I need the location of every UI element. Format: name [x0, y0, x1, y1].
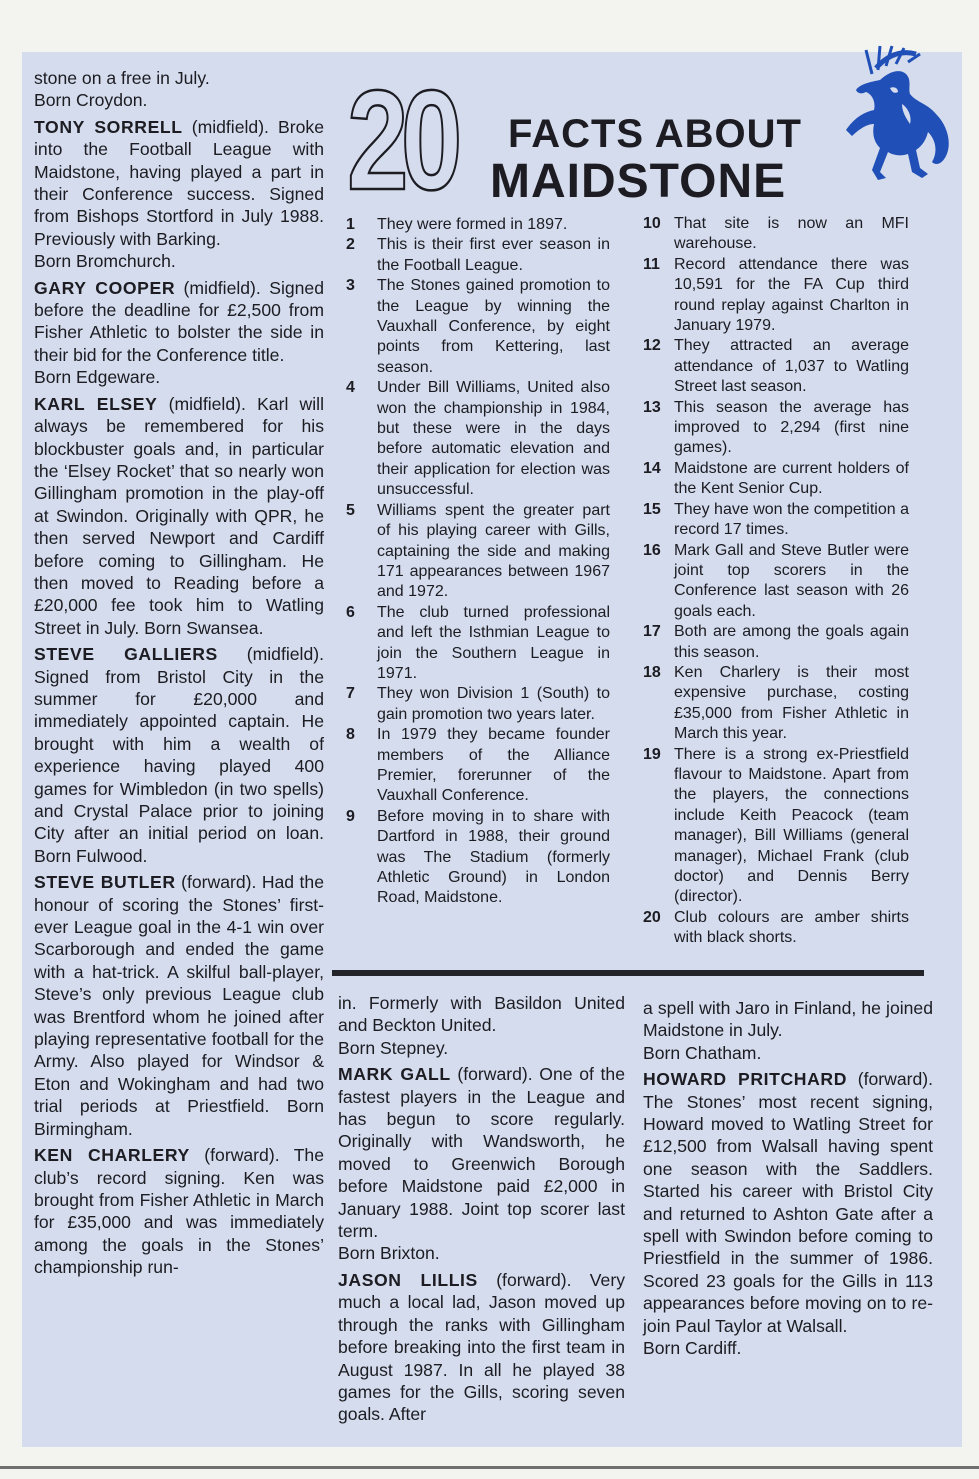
facts-list-1	[346, 215, 610, 909]
player-name: GARY COOPER	[34, 277, 176, 298]
bottom-middle-column: in. Formerly with Basildon United and Beckton United. Born Stepney. MARK GALL (forward). One of the fastest players in the League and has begun to score regularly. Originally with Wandsworth, he moved to Greenwich Borough before Maidstone paid £2,000 in January 1988. Joint top scorer last term. Born Brixton. JASON LILLIS (forward). Very much a local lad, Jason moved up through the ranks with Gillingham before breaking into the first team in August 1987. In all he played 38 games for the Gills, scoring seven goals. After	[338, 993, 625, 1425]
player-entry: KEN CHARLERY (forward). The club’s record signing. Ken was brought from Fisher Athletic in March for £35,000 and was immediately among the goals in the Stones’ championship run-	[34, 1145, 325, 1278]
player-entry: GARY COOPER (midfield). Signed before the deadline for £2,500 from Fisher Athletic to bolster the side in their bid for the Conference title. Born Edgeware.	[34, 277, 324, 388]
player-entry: HOWARD PRITCHARD (forward). The Stones’ most recent signing, Howard moved to Watling Street for £12,500 from Walsall having spent one season with the Saddlers. Started his career with Bristol City and returned to Ashton Gate after a spell with Swindon before coming to Priestfield in the summer of 1986. Scored 23 goals for the Gills in 113 appearances before moving on to re-join Paul Taylor at Walsall. Born Cardiff.	[643, 1069, 933, 1359]
article-title	[342, 61, 872, 220]
title-line-1: FACTS ABOUT	[508, 112, 802, 156]
title-number: 20	[347, 61, 455, 220]
fact-item: 3 The Stones gained promotion to the League by winning the Vauxhall Conference, by eight points from Kettering, last season.	[346, 277, 610, 376]
fact-item: 16 Mark Gall and Steve Butler were joint top scorers in the Conference last season with 26 goals each.	[643, 541, 909, 620]
fact-item: 4 Under Bill Williams, United also won the championship in 1984, but these were in the days before automatic elevation and their application for election was unsuccessful.	[346, 379, 610, 499]
player-name: JASON LILLIS	[338, 1269, 478, 1290]
player-entry: TONY SORRELL (midfield). Broke into the Football League with Maidstone, having played a part in their Conference success. Signed from Bishops Stortford in July 1988. Previously with Barking. Born Bromchurch.	[34, 116, 325, 272]
fact-item: 10 That site is now an MFI warehouse.	[643, 215, 909, 253]
player-name: STEVE GALLIERS	[34, 644, 218, 665]
player-name: TONY SORRELL	[34, 116, 183, 137]
player-entry: MARK GALL (forward). One of the fastest players in the League and has begun to score regularly. Originally with Wandsworth, he moved to Greenwich Borough before Maidstone paid £2,000 in January 1988. Joint top scorer last term. Born Brixton.	[338, 1064, 625, 1264]
fact-item: 14 Maidstone are current holders of the Kent Senior Cup.	[643, 459, 909, 498]
player-name: KEN CHARLERY	[34, 1145, 190, 1166]
fact-item: 12 They attracted an average attendance of 1,037 to Watling Street last season.	[643, 337, 909, 396]
player-name: HOWARD PRITCHARD	[643, 1069, 848, 1090]
player-entry: JASON LILLIS (forward). Very much a local lad, Jason moved up through the ranks with Gillingham before breaking into the first team in August 1987. In all he played 38 games for the Gills, scoring seven goals. After	[338, 1269, 625, 1425]
fact-item: 6 The club turned professional and left the Isthmian League to join the Southern League in 1971.	[346, 603, 610, 682]
fact-item: 11 Record attendance there was 10,591 for the FA Cup third round replay against Charlton in January 1979.	[643, 255, 909, 335]
fact-item: 15 They have won the competition a record 17 times.	[643, 500, 909, 539]
player-name: KARL ELSEY	[34, 393, 158, 414]
player-entry: STEVE BUTLER (forward). Had the honour of scoring the Stones’ first-ever League goal in the 4-1 win over Scarborough and ended the game with a hat-trick. A skilful ball-player, Steve’s only previous League club was Brentford whom he joined after playing representative football for the Army. Also played for Windsor & Eton and Wokingham and had two trial periods at Priestfield. Born Birmingham.	[34, 872, 324, 1139]
white-horse-crest-icon	[836, 44, 954, 184]
player-name: STEVE BUTLER	[34, 872, 176, 893]
fact-item: 19 There is a strong ex-Priestfield flavour to Maidstone. Apart from the players, the connections include Keith Peacock (team manager), Bill Williams (general manager), Michael Frank (club doctor) and Dennis Berry (director).	[643, 745, 909, 906]
fact-item: 17 Both are among the goals again this season.	[643, 623, 909, 661]
page-bottom-rule	[0, 1466, 979, 1469]
fact-item: 5 Williams spent the greater part of his playing career with Gills, captaining the side and making 171 appearances between 1967 and 1972.	[346, 501, 610, 601]
facts-list-2	[643, 214, 909, 949]
bottom-right-column: a spell with Jaro in Finland, he joined Maidstone in July. Born Chatham. HOWARD PRITCHARD (forward). The Stones’ most recent signing, Howard moved to Watling Street for £12,500 from Walsall having spent one season with the Saddlers. Started his career with Bristol City and returned to Ashton Gate after a spell with Swindon before coming to Priestfield in the summer of 1986. Scored 23 goals for the Gills in 113 appearances before moving on to re-join Paul Taylor at Walsall. Born Cardiff.	[643, 998, 933, 1359]
section-divider	[332, 970, 924, 976]
fact-item: 20 Club colours are amber shirts with black shorts.	[643, 908, 909, 947]
player-name: MARK GALL	[338, 1064, 451, 1085]
fact-item: 8 In 1979 they became founder members of the Alliance Premier, forerunner of the Vauxhall Conference.	[346, 726, 610, 805]
title-line-2: MAIDSTONE	[490, 155, 787, 208]
fact-item: 9 Before moving in to share with Dartford in 1988, their ground was The Stadium (formerly Athletic Ground) in London Road, Maidstone.	[346, 807, 610, 907]
player-entry: KARL ELSEY (midfield). Karl will always be remembered for his blockbuster goals and, in particular the ‘Elsey Rocket’ that so nearly won Gillingham promotion in the play-off at Swindon. Originally with QPR, he then served Newport and Cardiff before coming to Gillingham. He then moved to Reading before a £20,000 fee took him to Watling Street in July. Born Swansea.	[34, 393, 324, 638]
fact-item: 7 They won Division 1 (South) to gain promotion two years later.	[346, 685, 610, 723]
fact-item: 2 This is their first ever season in the Football League.	[346, 236, 610, 274]
fact-item: 18 Ken Charlery is their most expensive purchase, costing £35,000 from Fisher Athletic in March this year.	[643, 663, 909, 743]
fact-item: 13 This season the average has improved to 2,294 (first nine games).	[643, 398, 909, 457]
player-entry: STEVE GALLIERS (midfield). Signed from Bristol City in the summer for £20,000 and immediately appointed captain. He brought with him a wealth of experience having played 400 games for Wimbledon (in two spells) and Crystal Palace prior to joining City after an initial period on loan. Born Fulwood.	[34, 644, 324, 866]
left-column: stone on a free in July. Born Croydon. TONY SORRELL (midfield). Broke into the Football League with Maidstone, having played a part in their Conference success. Signed from Bishops Stortford in July 1988. Previously with Barking. Born Bromchurch. GARY COOPER (midfield). Signed before the deadline for £2,500 from Fisher Athletic to bolster the side in their bid for the Conference title. Born Edgeware. KARL ELSEY (midfield). Karl will always be remembered for his blockbuster goals and, in particular the ‘Elsey Rocket’ that so nearly won Gillingham promotion in the play-off at Swindon. Originally with QPR, he then served Newport and Cardiff before coming to Gillingham. He then moved to Reading before a £20,000 fee took him to Watling Street in July. Born Swansea. STEVE GALLIERS (midfield). Signed from Bristol City in the summer for £20,000 and immediately appointed captain. He brought with him a wealth of experience having played 400 games for Wimbledon (in two spells) and Crystal Palace prior to joining City after an initial period on loan. Born Fulwood. STEVE BUTLER (forward). Had the honour of scoring the Stones’ first-ever League goal in the 4-1 win over Scarborough and ended the game with a hat-trick. A skilful ball-player, Steve’s only previous League club was Brentford whom he joined after playing representative football for the Army. Also played for Windsor & Eton and Wokingham and had two trial periods at Priestfield. Born Birmingham. KEN CHARLERY (forward). The club’s record signing. Ken was brought from Fisher Athletic in March for £35,000 and was immediately among the goals in the Stones’ championship run-	[34, 68, 325, 1278]
fact-item: 1 They were formed in 1897.	[346, 216, 568, 233]
